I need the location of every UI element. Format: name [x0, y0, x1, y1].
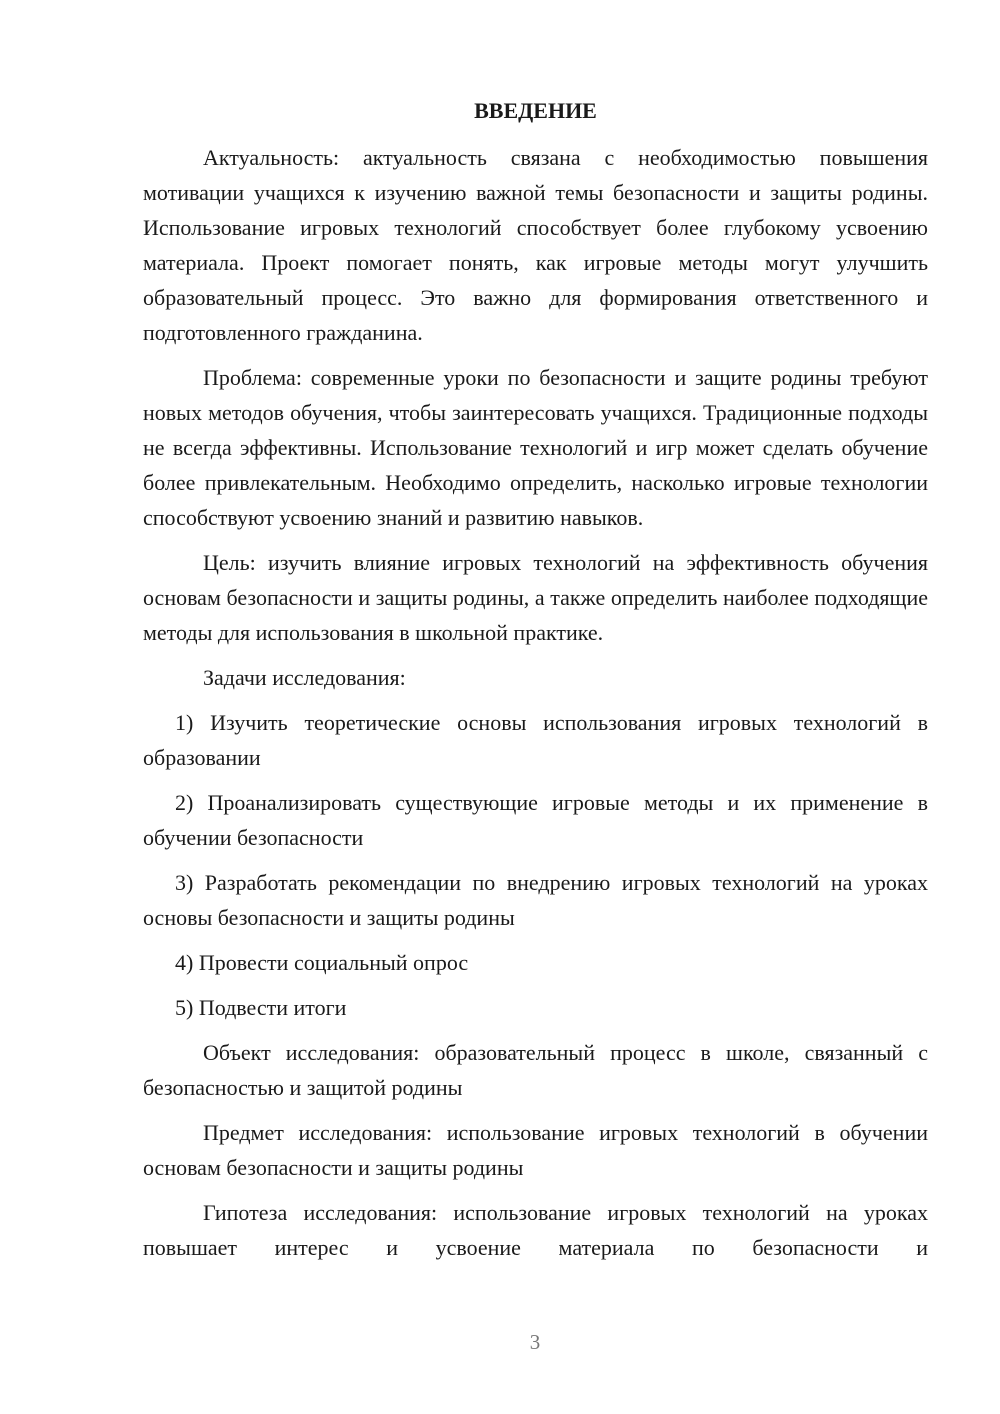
goal-paragraph: Цель: изучить влияние игровых технологий на эффективность обучения основам безопасности и защиты родины, а также определить наиболее подходящие методы для использования в школьной практике.	[143, 550, 928, 645]
page-number: 3	[529, 1330, 541, 1354]
task-item-4: 4) Провести социальный опрос	[175, 950, 469, 975]
relevance-paragraph: Актуальность: актуальность связана с необходимостью повышения мотивации учащихся к изучению важной темы безопасности и защиты родины. Использование игровых технологий способствует более глубокому усвоению материала. Проект помогает понять, как игровые методы могут улучшить образовательный процесс. Это важно для формирования ответственного и подготовленного гражданина.	[143, 145, 928, 345]
problem-paragraph: Проблема: современные уроки по безопасности и защите родины требуют новых методов обучения, чтобы заинтересовать учащихся. Традиционные подходы не всегда эффективны. Использование технологий и игр может сделать обучение более привлекательным. Необходимо определить, насколько игровые технологии способствуют усвоению знаний и развитию навыков.	[143, 365, 928, 530]
tasks-heading: Задачи исследования:	[203, 665, 406, 690]
task-item-2: 2) Проанализировать существующие игровые методы и их применение в обучении безопасности	[143, 790, 928, 850]
task-item-5: 5) Подвести итоги	[175, 995, 347, 1020]
subject-paragraph: Предмет исследования: использование игровых технологий в обучении основам безопасности и защиты родины	[143, 1120, 928, 1180]
hypothesis-paragraph: Гипотеза исследования: использование игровых технологий на уроках повышает интерес и усвоение материала по безопасности и	[143, 1200, 928, 1260]
page-title: ВВЕДЕНИЕ	[474, 98, 597, 123]
document-page	[143, 93, 928, 1265]
task-item-3: 3) Разработать рекомендации по внедрению игровых технологий на уроках основы безопасности и защиты родины	[143, 870, 928, 930]
task-item-1: 1) Изучить теоретические основы использования игровых технологий в образовании	[143, 710, 928, 770]
object-paragraph: Объект исследования: образовательный процесс в школе, связанный с безопасностью и защитой родины	[143, 1040, 928, 1100]
